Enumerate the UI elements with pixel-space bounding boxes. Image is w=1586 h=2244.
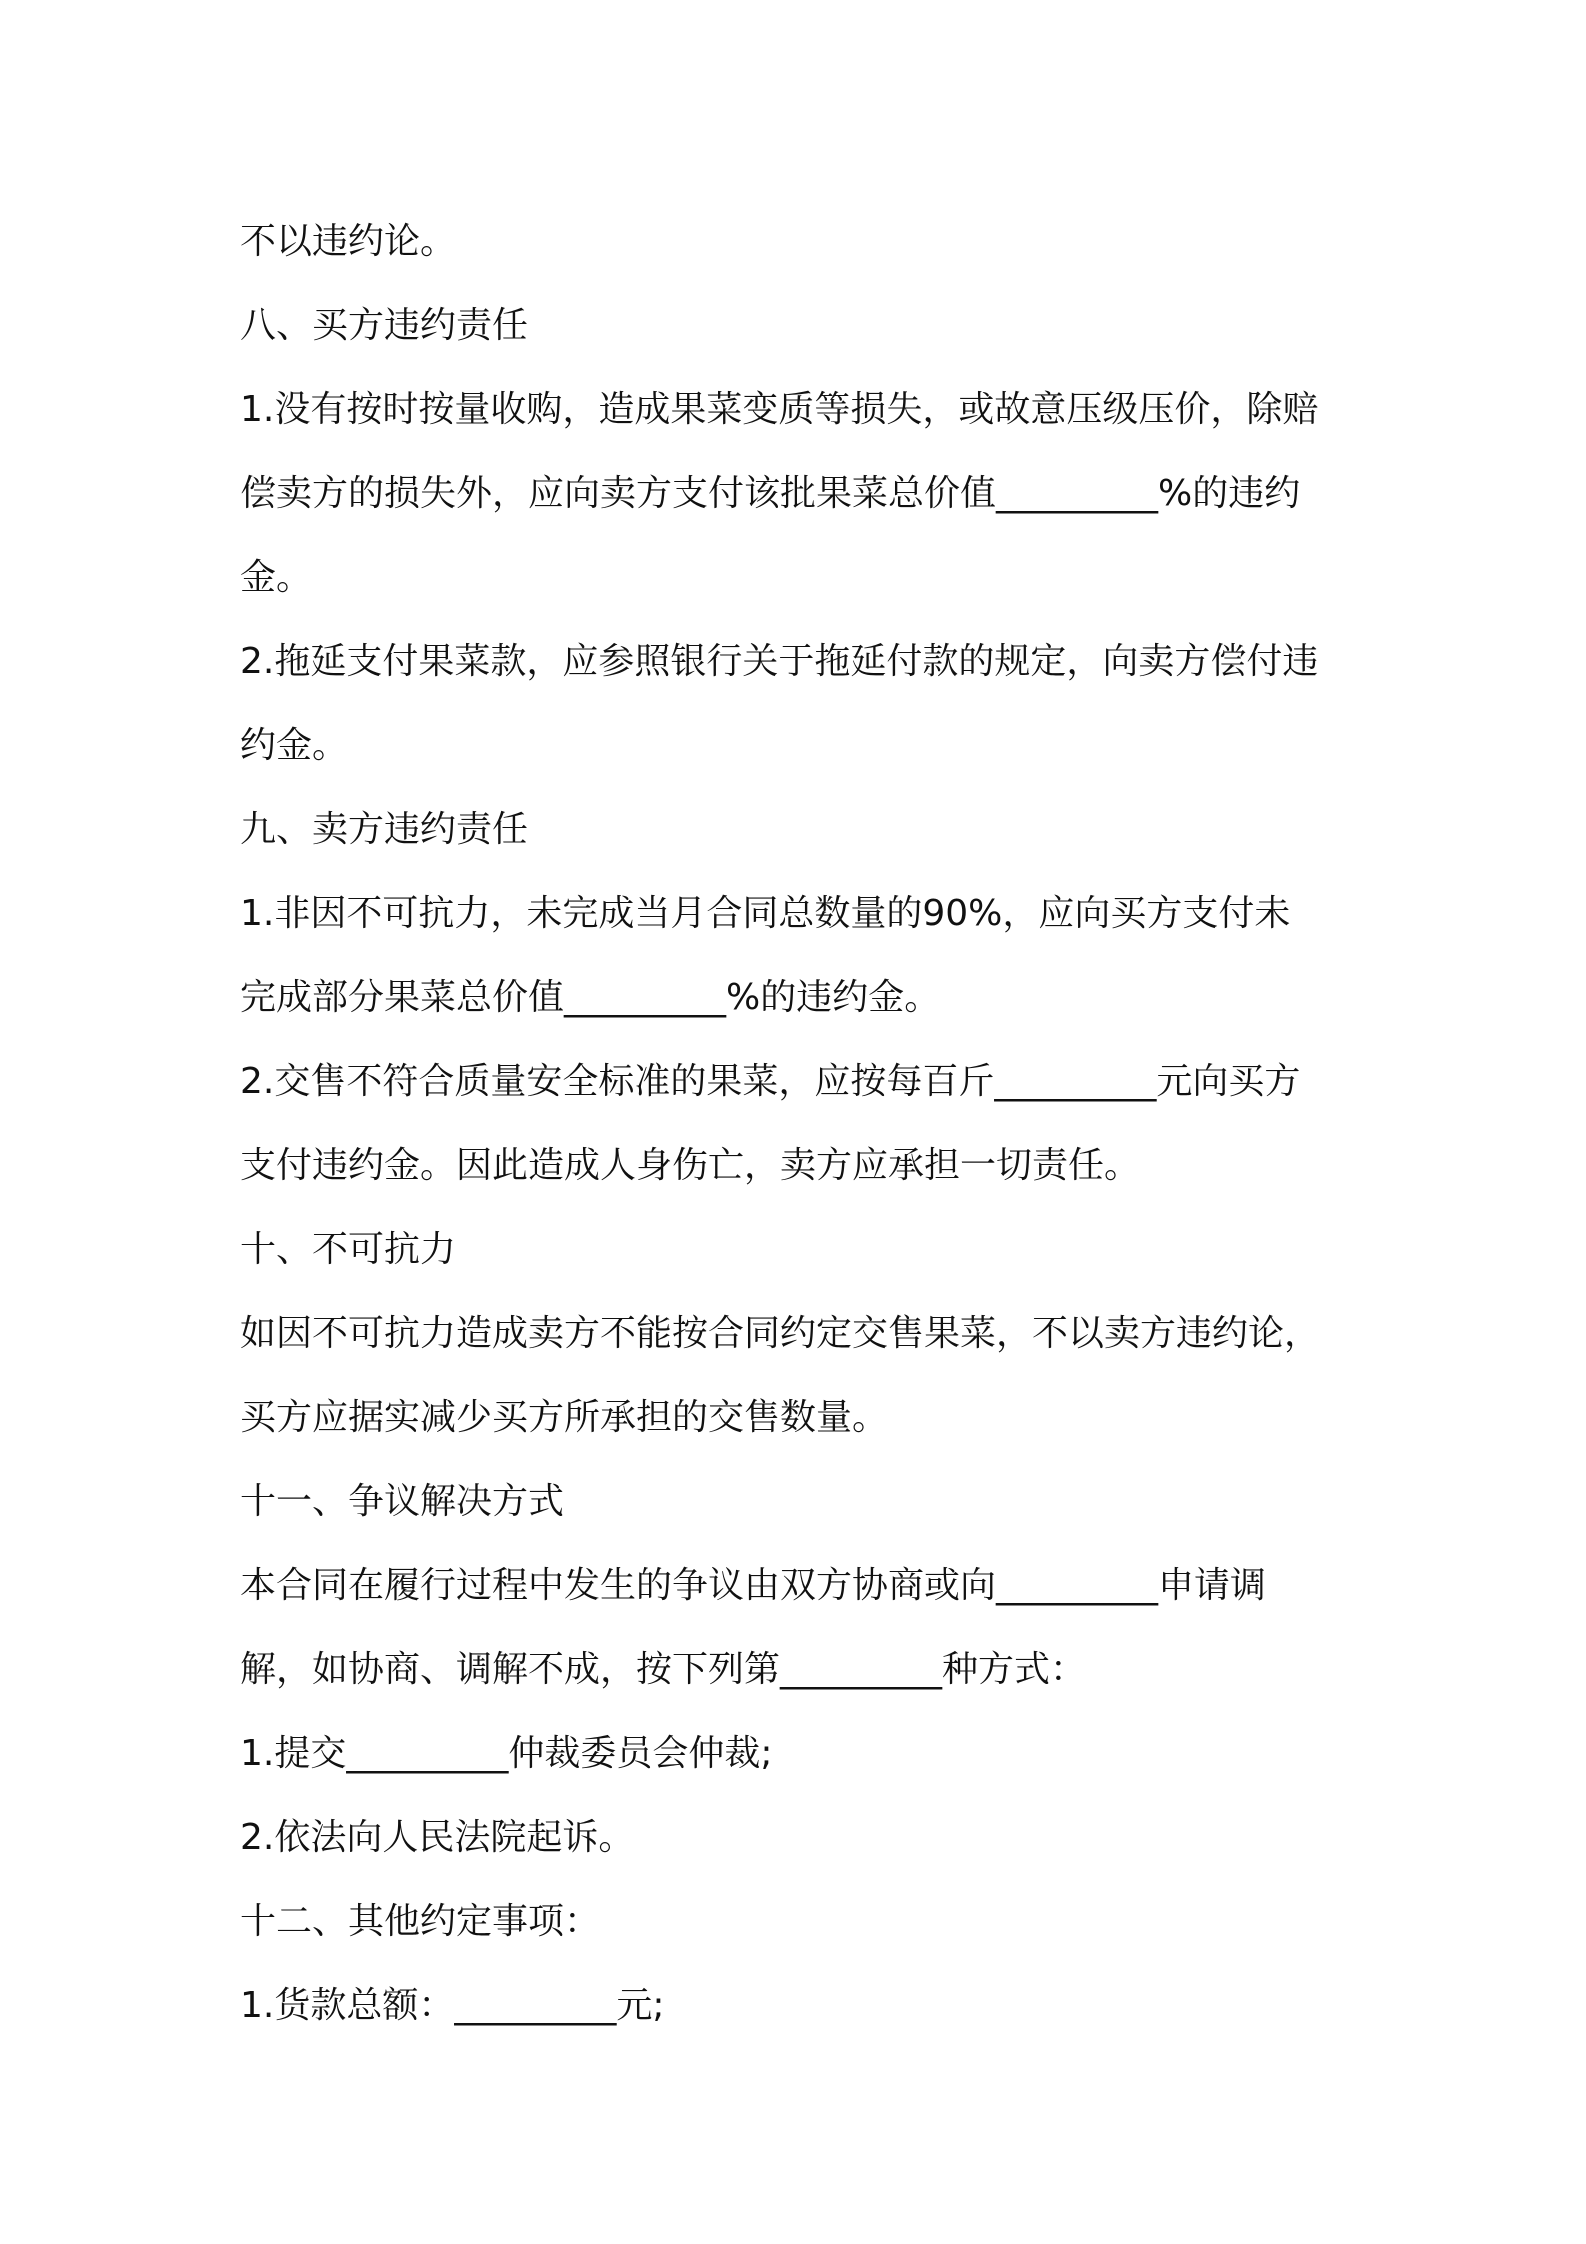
text-line: 2.拖延支付果菜款，应参照银行关于拖延付款的规定，向卖方偿付违 (240, 641, 1319, 682)
text-line: 金。 (240, 557, 313, 598)
text-line: 1.没有按时按量收购，造成果菜变质等损失，或故意压级压价，除赔 (240, 389, 1319, 430)
text-line: 1.非因不可抗力，未完成当月合同总数量的90%，应向买方支付未 (240, 893, 1291, 934)
section-heading-dispute-resolution: 十一、争议解决方式 (240, 1481, 565, 1522)
text-line: 约金。 (240, 725, 349, 766)
text-line: 1.提交_________仲裁委员会仲裁; (240, 1733, 773, 1774)
section-heading-force-majeure: 十、不可抗力 (240, 1229, 457, 1270)
text-line: 2.交售不符合质量安全标准的果菜，应按每百斤_________元向买方 (240, 1061, 1301, 1102)
section-heading-other-matters: 十二、其他约定事项： (240, 1901, 601, 1942)
text-line: 偿卖方的损失外，应向卖方支付该批果菜总价值_________%的违约 (240, 473, 1301, 514)
section-heading-buyer-liability: 八、买方违约责任 (240, 305, 529, 346)
text-line-continuation: 不以违约论。 (240, 221, 457, 262)
text-line: 本合同在履行过程中发生的争议由双方协商或向_________申请调 (240, 1565, 1267, 1606)
text-line: 买方应据实减少买方所承担的交售数量。 (240, 1397, 889, 1438)
text-line: 完成部分果菜总价值_________%的违约金。 (240, 977, 941, 1018)
text-line: 1.货款总额：_________元; (240, 1985, 665, 2026)
text-line: 解，如协商、调解不成，按下列第_________种方式： (240, 1649, 1087, 1690)
text-line: 2.依法向人民法院起诉。 (240, 1817, 635, 1858)
section-heading-seller-liability: 九、卖方违约责任 (240, 809, 529, 850)
text-line: 如因不可抗力造成卖方不能按合同约定交售果菜，不以卖方违约论， (240, 1313, 1321, 1354)
text-line: 支付违约金。因此造成人身伤亡，卖方应承担一切责任。 (240, 1145, 1141, 1186)
document-body (240, 200, 1360, 2048)
